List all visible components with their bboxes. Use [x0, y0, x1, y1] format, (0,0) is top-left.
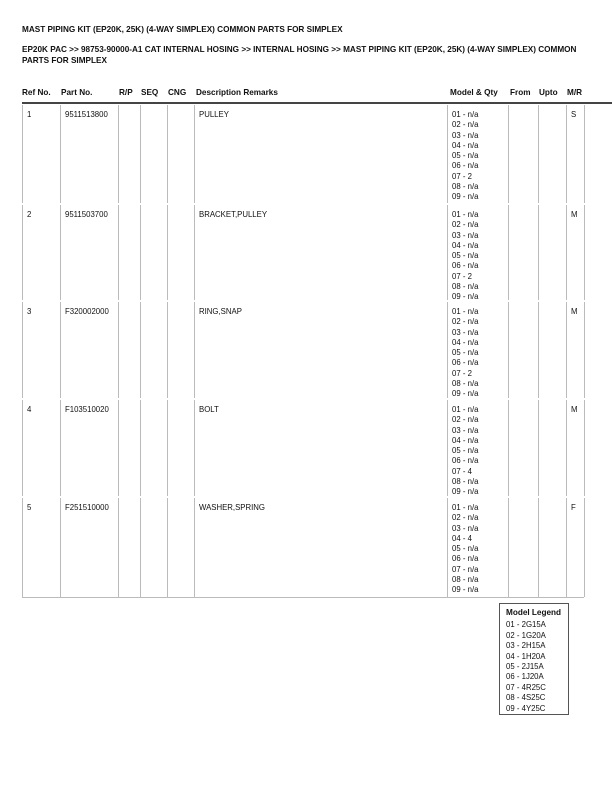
- model-qty: 07 - 4: [452, 466, 472, 476]
- cell-cng: [167, 302, 194, 398]
- cell-desc: WASHER,SPRING: [194, 498, 447, 597]
- cell-desc: BRACKET,PULLEY: [194, 205, 447, 300]
- legend-item: 04 - 1H20A: [506, 651, 546, 661]
- header-divider: [22, 102, 612, 104]
- row-right-border: [584, 498, 589, 597]
- model-qty: 06 - n/a: [452, 161, 479, 171]
- legend-item: 07 - 4R25C: [506, 682, 546, 692]
- cell-models: [447, 105, 508, 203]
- header-seq: SEQ: [141, 88, 159, 97]
- cell-cng: [167, 205, 194, 300]
- model-qty: 05 - n/a: [452, 348, 479, 358]
- cell-ref: 4: [22, 400, 60, 496]
- cell-upto: [538, 105, 566, 203]
- header-desc: Description Remarks: [196, 88, 278, 97]
- model-qty: 03 - n/a: [452, 425, 479, 435]
- model-qty: 03 - n/a: [452, 327, 479, 337]
- row-right-border: [584, 302, 589, 398]
- header-mr: M/R: [567, 88, 583, 97]
- cell-mr: F: [566, 498, 584, 597]
- breadcrumb: EP20K PAC >> 98753-90000-A1 CAT INTERNAL HOSING >> INTERNAL HOSING >> MAST PIPING KIT (EP20K, 25K) (4-WAY SIMPLEX) COMMON PARTS FOR SIMPLEX: [22, 45, 577, 65]
- cell-from: [508, 400, 538, 496]
- cell-models: [447, 302, 508, 398]
- cell-part: F251510000: [60, 498, 118, 597]
- cell-rp: [118, 105, 140, 203]
- model-qty: 02 - n/a: [452, 220, 479, 230]
- model-qty: 09 - n/a: [452, 585, 479, 595]
- table-row: [0, 105, 612, 203]
- model-qty: 08 - n/a: [452, 182, 479, 192]
- cell-upto: [538, 302, 566, 398]
- cell-cng: [167, 105, 194, 203]
- model-qty: 01 - n/a: [452, 110, 479, 119]
- model-qty: 08 - n/a: [452, 477, 479, 487]
- cell-ref: 5: [22, 498, 60, 597]
- model-qty: 01 - n/a: [452, 307, 479, 316]
- legend-item: 09 - 4Y25C: [506, 703, 546, 713]
- model-qty: 02 - n/a: [452, 513, 479, 523]
- legend-title: Model Legend: [506, 608, 562, 617]
- model-qty: 07 - 2: [452, 171, 472, 181]
- legend-item: 05 - 2J15A: [506, 662, 544, 672]
- model-qty: 04 - 4: [452, 533, 472, 543]
- cell-cng: [167, 400, 194, 496]
- cell-from: [508, 498, 538, 597]
- cell-mr: M: [566, 205, 584, 300]
- model-qty: 04 - n/a: [452, 240, 479, 250]
- model-qty: 07 - 2: [452, 368, 472, 378]
- model-qty: 06 - n/a: [452, 358, 479, 368]
- model-qty: 06 - n/a: [452, 456, 479, 466]
- cell-cng: [167, 498, 194, 597]
- model-qty: 04 - n/a: [452, 435, 479, 445]
- cell-part: 9511513800: [60, 105, 118, 203]
- model-qty: 07 - n/a: [452, 564, 479, 574]
- cell-seq: [140, 205, 167, 300]
- cell-desc: PULLEY: [194, 105, 447, 203]
- header-cng: CNG: [168, 88, 187, 97]
- model-qty: 04 - n/a: [452, 140, 479, 150]
- model-qty: 03 - n/a: [452, 230, 479, 240]
- cell-upto: [538, 400, 566, 496]
- cell-rp: [118, 498, 140, 597]
- table-row: [0, 205, 612, 300]
- model-qty: 09 - n/a: [452, 389, 479, 399]
- cell-seq: [140, 105, 167, 203]
- cell-rp: [118, 302, 140, 398]
- header-model: Model & Qty: [450, 88, 498, 97]
- page-title: MAST PIPING KIT (EP20K, 25K) (4-WAY SIMPLEX) COMMON PARTS FOR SIMPLEX: [22, 25, 343, 34]
- model-qty: 02 - n/a: [452, 317, 479, 327]
- table-row: [0, 400, 612, 496]
- model-qty: 04 - n/a: [452, 337, 479, 347]
- cell-models: [447, 498, 508, 597]
- model-qty: 07 - 2: [452, 271, 472, 281]
- row-right-border: [584, 205, 589, 300]
- cell-rp: [118, 400, 140, 496]
- row-right-border: [584, 400, 589, 496]
- header-upto: Upto: [539, 88, 558, 97]
- model-legend: [499, 603, 569, 715]
- model-qty: 08 - n/a: [452, 575, 479, 585]
- header-ref: Ref No.: [22, 88, 51, 97]
- cell-models: [447, 400, 508, 496]
- cell-seq: [140, 302, 167, 398]
- model-qty: 05 - n/a: [452, 544, 479, 554]
- cell-ref: 2: [22, 205, 60, 300]
- cell-desc: RING,SNAP: [194, 302, 447, 398]
- model-qty: 01 - n/a: [452, 405, 479, 414]
- cell-from: [508, 302, 538, 398]
- legend-item: 06 - 1J20A: [506, 672, 544, 682]
- model-qty: 09 - n/a: [452, 487, 479, 497]
- cell-rp: [118, 205, 140, 300]
- legend-item: 01 - 2G15A: [506, 620, 546, 630]
- cell-upto: [538, 205, 566, 300]
- cell-ref: 3: [22, 302, 60, 398]
- row-right-border: [584, 105, 589, 203]
- table-row: [0, 302, 612, 398]
- model-qty: 09 - n/a: [452, 292, 479, 302]
- legend-item: 08 - 4S25C: [506, 693, 546, 703]
- header-from: From: [510, 88, 531, 97]
- model-qty: 06 - n/a: [452, 261, 479, 271]
- model-qty: 03 - n/a: [452, 130, 479, 140]
- model-qty: 09 - n/a: [452, 192, 479, 202]
- model-qty: 08 - n/a: [452, 379, 479, 389]
- model-qty: 03 - n/a: [452, 523, 479, 533]
- model-qty: 02 - n/a: [452, 120, 479, 130]
- model-qty: 06 - n/a: [452, 554, 479, 564]
- model-qty: 05 - n/a: [452, 151, 479, 161]
- table-bottom-border: [22, 597, 584, 598]
- cell-seq: [140, 498, 167, 597]
- cell-from: [508, 105, 538, 203]
- cell-mr: M: [566, 302, 584, 398]
- legend-item: 02 - 1G20A: [506, 630, 546, 640]
- model-qty: 02 - n/a: [452, 415, 479, 425]
- cell-ref: 1: [22, 105, 60, 203]
- header-rp: R/P: [119, 88, 133, 97]
- cell-models: [447, 205, 508, 300]
- cell-part: F320002000: [60, 302, 118, 398]
- model-qty: 01 - n/a: [452, 503, 479, 512]
- cell-upto: [538, 498, 566, 597]
- cell-from: [508, 205, 538, 300]
- cell-seq: [140, 400, 167, 496]
- model-qty: 01 - n/a: [452, 210, 479, 219]
- cell-part: F103510020: [60, 400, 118, 496]
- model-qty: 05 - n/a: [452, 251, 479, 261]
- cell-mr: M: [566, 400, 584, 496]
- legend-item: 03 - 2H15A: [506, 641, 546, 651]
- model-qty: 05 - n/a: [452, 446, 479, 456]
- cell-part: 9511503700: [60, 205, 118, 300]
- model-qty: 08 - n/a: [452, 282, 479, 292]
- cell-mr: S: [566, 105, 584, 203]
- cell-desc: BOLT: [194, 400, 447, 496]
- header-part: Part No.: [61, 88, 93, 97]
- table-row: [0, 498, 612, 597]
